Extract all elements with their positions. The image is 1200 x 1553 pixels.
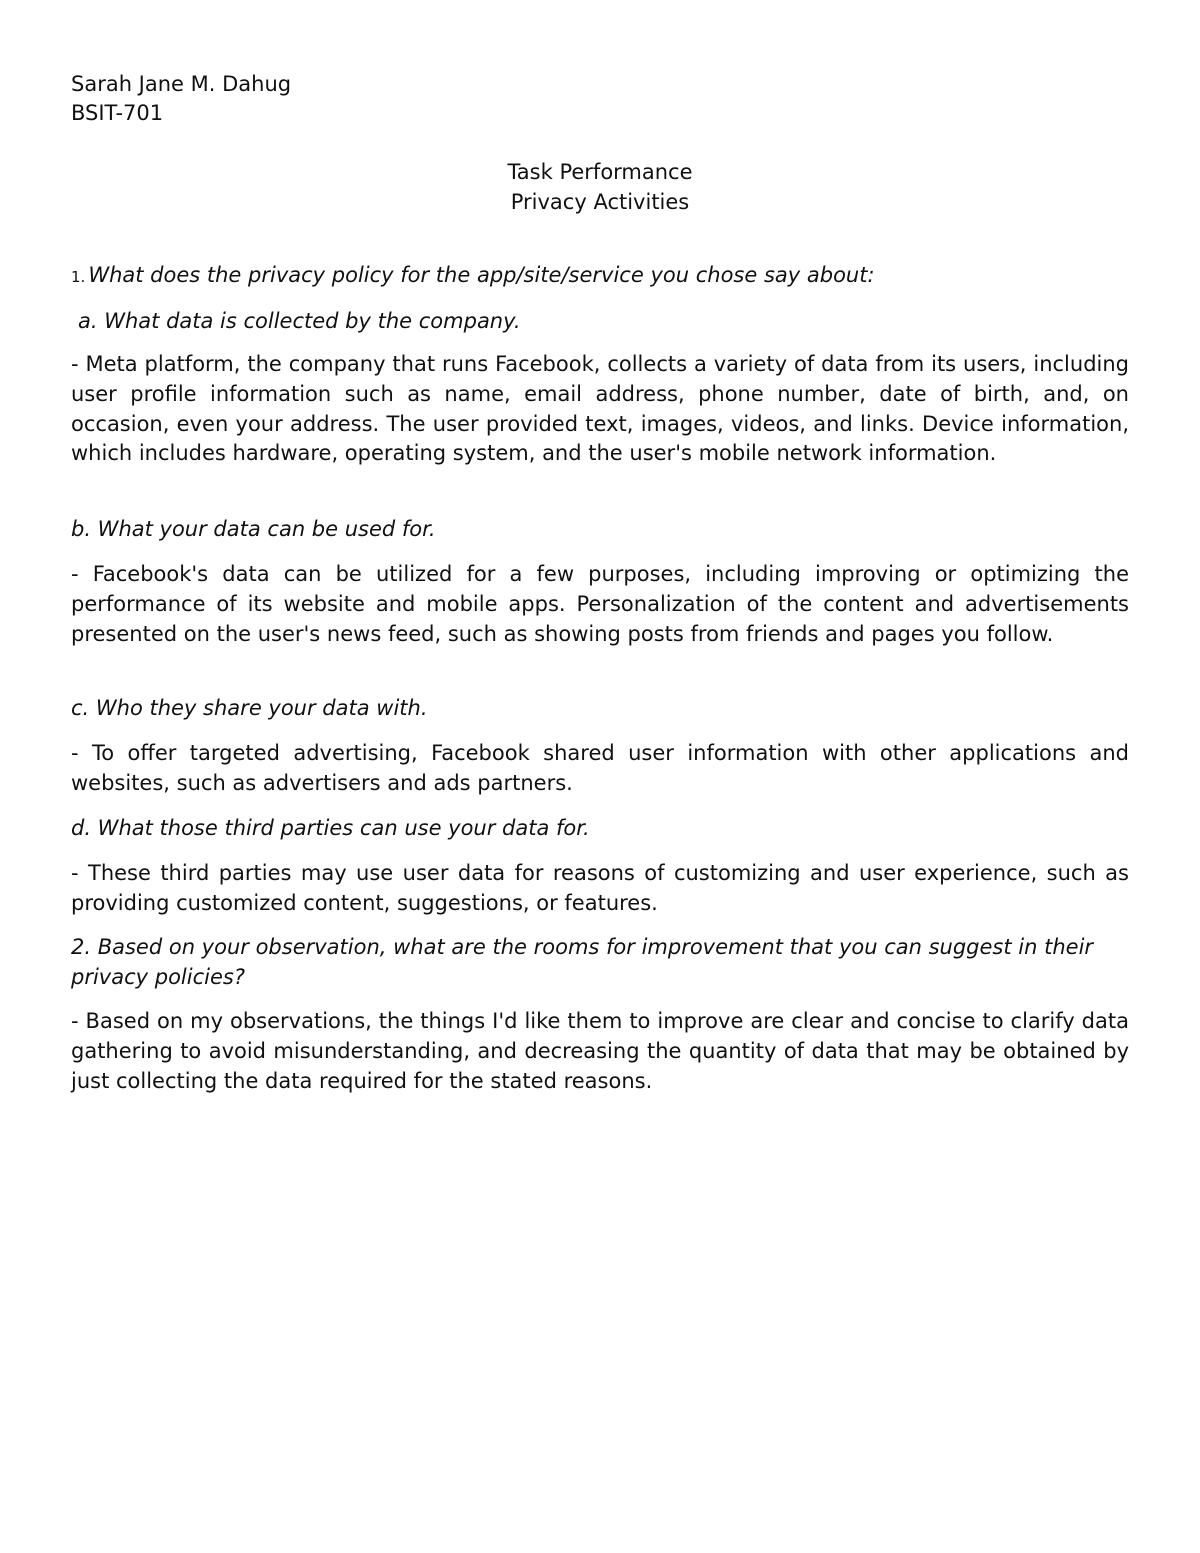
answer-1a: - Meta platform, the company that runs Facebook, collects a variety of data from its users, including user profile information such as name, email address, phone number, date of birth, and, on occasion, even your address. The user provided text, images, videos, and links. Device information, which includes hardware, operating system, and the user's mobile network information. bbox=[71, 352, 1129, 466]
question-1d: d. What those third parties can use your data for. bbox=[71, 816, 590, 840]
question-1c: c. Who they share your data with. bbox=[71, 696, 428, 720]
answer-1c: - To offer targeted advertising, Facebook shared user information with other applications and websites, such as advertisers and ads partners. bbox=[71, 741, 1129, 795]
class-section: BSIT-701 bbox=[71, 101, 164, 125]
question-1a: a. What data is collected by the company. bbox=[78, 309, 521, 333]
document-subtitle: Privacy Activities bbox=[510, 190, 690, 214]
question-1-number: 1. bbox=[71, 268, 86, 286]
question-2: 2. Based on your observation, what are the rooms for improvement that you can suggest in their privacy policies? bbox=[71, 935, 1094, 989]
answer-1d: - These third parties may use user data for reasons of customizing and user experience, such as providing customized content, suggestions, or features. bbox=[71, 861, 1129, 915]
question-1b: b. What your data can be used for. bbox=[71, 517, 436, 541]
answer-2: - Based on my observations, the things I'd like them to improve are clear and concise to clarify data gathering to avoid misunderstanding, and decreasing the quantity of data that may be obtained by just collecting the data required for the stated reasons. bbox=[71, 1009, 1129, 1093]
question-1 bbox=[71, 261, 1129, 293]
document-title: Task Performance bbox=[507, 160, 693, 184]
answer-1b: - Facebook's data can be utilized for a few purposes, including improving or optimizing the performance of its website and mobile apps. Personalization of the content and advertisements presented on the user's news feed, such as showing posts from friends and pages you follow. bbox=[71, 562, 1129, 646]
author-name: Sarah Jane M. Dahug bbox=[71, 72, 292, 96]
question-1-text: What does the privacy policy for the app/site/service you chose say about: bbox=[88, 263, 875, 287]
